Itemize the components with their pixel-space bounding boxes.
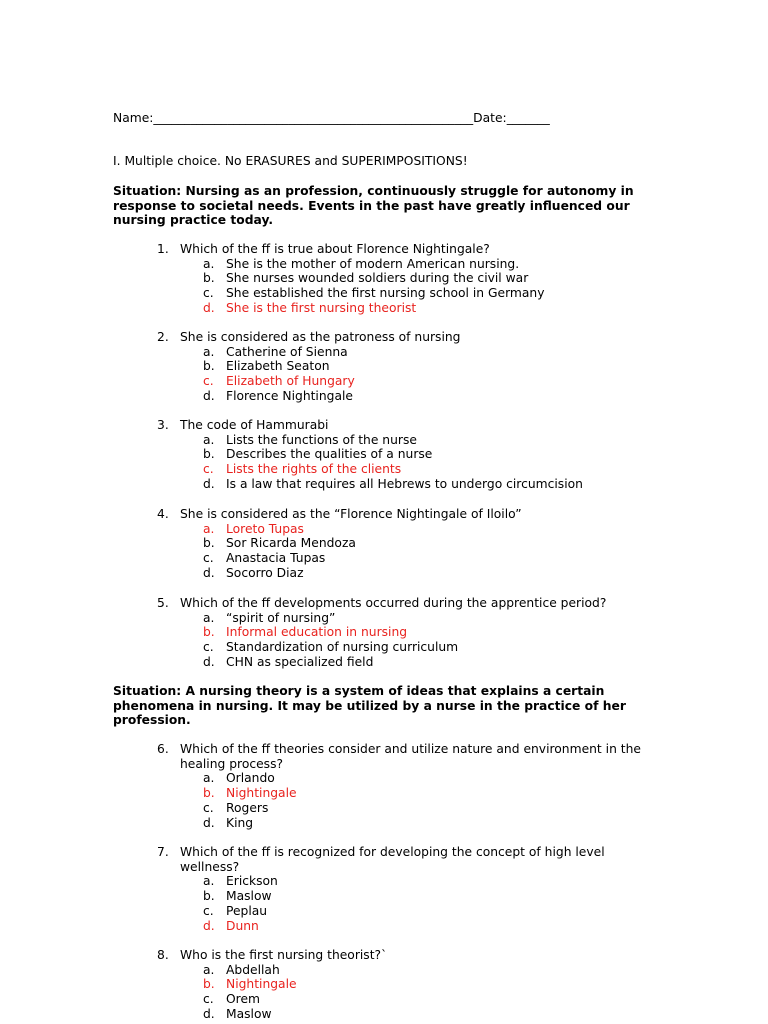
question-text: Who is the first nursing theorist?`: [180, 948, 388, 962]
choice-letter: b.: [203, 447, 215, 462]
choice-letter: a.: [203, 874, 215, 889]
question-text: Which of the ff is recognized for developing the concept of high level: [180, 845, 605, 859]
question-number: 5.: [157, 596, 169, 610]
situation-1-line: nursing practice today.: [113, 213, 274, 227]
situation-1-line: response to societal needs. Events in the past have greatly influenced our: [113, 199, 630, 213]
choice-letter: a.: [203, 521, 215, 536]
choice-text: Orem: [226, 992, 261, 1007]
question-number: 4.: [157, 507, 169, 521]
choice-letter: d.: [203, 565, 215, 580]
choice-text: “spirit of nursing”: [226, 610, 336, 625]
choice-text: Maslow: [226, 1006, 272, 1021]
choice-letter: a.: [203, 344, 215, 359]
choice-text: Orlando: [226, 771, 275, 786]
choice-letter: a.: [203, 610, 215, 625]
choice-letter: b.: [203, 625, 215, 640]
choice-text: Nightingale: [226, 786, 297, 801]
question-text: Which of the ff is true about Florence Nightingale?: [180, 242, 490, 256]
choice-letter: a.: [203, 432, 215, 447]
situation-2-line: profession.: [113, 713, 191, 727]
choice-letter: d.: [203, 300, 215, 315]
choice-text: Describes the qualities of a nurse: [226, 447, 433, 462]
choice-text: Peplau: [226, 903, 268, 918]
choice-letter: b.: [203, 271, 215, 286]
name-blank: ____________________________________________________: [153, 111, 474, 125]
choice-letter: a.: [203, 962, 215, 977]
question-text: She is considered as the “Florence Nightingale of Iloilo”: [180, 507, 522, 521]
choice-letter: c.: [203, 374, 214, 389]
date-blank: _______: [506, 111, 550, 125]
choice-text: Elizabeth of Hungary: [226, 374, 355, 389]
choice-letter: b.: [203, 786, 215, 801]
choice-text: She nurses wounded soldiers during the civil war: [226, 271, 529, 286]
choice-letter: c.: [203, 286, 214, 301]
choice-text: Erickson: [226, 874, 278, 889]
question-number: 7.: [157, 845, 169, 859]
choice-letter: b.: [203, 977, 215, 992]
name-label: Name:: [113, 111, 154, 125]
choice-letter: b.: [203, 889, 215, 904]
choice-text: Dunn: [226, 918, 259, 933]
choice-letter: d.: [203, 1006, 215, 1021]
question-text: She is considered as the patroness of nursing: [180, 330, 461, 344]
choice-letter: d.: [203, 918, 215, 933]
choice-letter: a.: [203, 771, 215, 786]
choice-letter: d.: [203, 815, 215, 830]
choice-text: She is the mother of modern American nursing.: [226, 256, 520, 271]
choice-letter: a.: [203, 256, 215, 271]
choice-text: CHN as specialized field: [226, 654, 374, 669]
choice-letter: c.: [203, 462, 214, 477]
situation-2-line: Situation: A nursing theory is a system of ideas that explains a certain: [113, 684, 605, 698]
question-text: wellness?: [180, 859, 240, 874]
date-label: Date:: [473, 111, 507, 125]
choice-text: Lists the functions of the nurse: [226, 432, 417, 447]
choice-text: Abdellah: [226, 962, 280, 977]
choice-letter: c.: [203, 800, 214, 815]
choice-letter: c.: [203, 551, 214, 566]
choice-letter: b.: [203, 359, 215, 374]
question-number: 6.: [157, 742, 169, 756]
situation-2-line: phenomena in nursing. It may be utilized by a nurse in the practice of her: [113, 699, 626, 713]
choice-letter: c.: [203, 992, 214, 1007]
question-number: 2.: [157, 330, 169, 344]
situation-1-line: Situation: Nursing as an profession, continuously struggle for autonomy in: [113, 184, 634, 198]
choice-letter: d.: [203, 654, 215, 669]
choice-text: Lists the rights of the clients: [226, 462, 402, 477]
choice-text: Loreto Tupas: [226, 521, 304, 536]
name-field: [113, 111, 550, 126]
question-text: Which of the ff developments occurred during the apprentice period?: [180, 596, 607, 610]
choice-text: Is a law that requires all Hebrews to undergo circumcision: [226, 476, 583, 491]
choice-letter: c.: [203, 640, 214, 655]
choice-text: Florence Nightingale: [226, 388, 353, 403]
choice-text: Catherine of Sienna: [226, 344, 348, 359]
question-text: The code of Hammurabi: [180, 418, 329, 432]
choice-text: Socorro Diaz: [226, 565, 304, 580]
choice-letter: b.: [203, 536, 215, 551]
question-number: 1.: [157, 242, 169, 256]
question-number: 8.: [157, 948, 169, 962]
question-text: healing process?: [180, 756, 284, 771]
choice-letter: d.: [203, 388, 215, 403]
question-text: Which of the ff theories consider and utilize nature and environment in the: [180, 742, 641, 756]
choice-text: King: [226, 815, 254, 830]
choice-text: Elizabeth Seaton: [226, 359, 330, 374]
choice-letter: d.: [203, 476, 215, 491]
choice-letter: c.: [203, 903, 214, 918]
choice-text: Nightingale: [226, 977, 297, 992]
choice-text: Informal education in nursing: [226, 625, 408, 640]
question-number: 3.: [157, 418, 169, 432]
choice-text: Sor Ricarda Mendoza: [226, 536, 356, 551]
choice-text: She established the first nursing school in Germany: [226, 286, 545, 301]
choice-text: Rogers: [226, 800, 269, 815]
choice-text: Standardization of nursing curriculum: [226, 640, 459, 655]
choice-text: Maslow: [226, 889, 272, 904]
choice-text: She is the first nursing theorist: [226, 300, 417, 315]
instructions: I. Multiple choice. No ERASURES and SUPERIMPOSITIONS!: [113, 154, 468, 168]
choice-text: Anastacia Tupas: [226, 551, 326, 566]
